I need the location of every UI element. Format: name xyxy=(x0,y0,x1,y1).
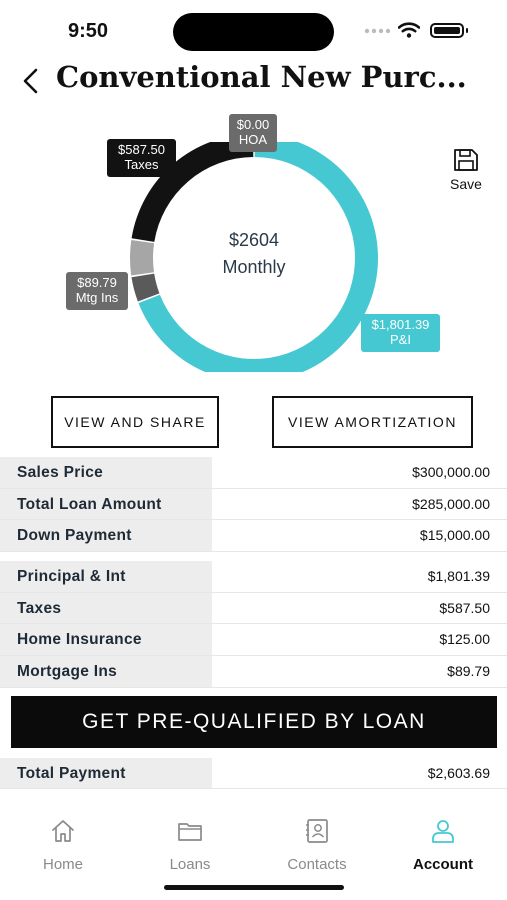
table-row xyxy=(0,656,507,688)
home-icon xyxy=(50,818,76,844)
table-row xyxy=(0,561,507,593)
tab-contacts-label: Contacts xyxy=(287,856,347,873)
battery-icon xyxy=(430,23,464,38)
row-value: $125.00 xyxy=(439,631,490,648)
total-payment-row xyxy=(0,758,507,789)
view-amortization-button[interactable]: VIEW AMORTIZATION xyxy=(272,396,473,448)
pi-callout xyxy=(361,314,440,352)
row-label: Mortgage Ins xyxy=(0,656,212,687)
pi-callout-label: P&I xyxy=(390,332,411,347)
row-label: Sales Price xyxy=(0,457,212,488)
row-label: Taxes xyxy=(0,593,212,624)
status-bar xyxy=(0,0,507,60)
folder-icon xyxy=(177,818,203,844)
battery-cap xyxy=(466,28,468,33)
mtg-ins-callout-value: $89.79 xyxy=(77,275,117,290)
row-label: Total Loan Amount xyxy=(0,489,212,520)
taxes-callout-label: Taxes xyxy=(124,157,159,172)
view-and-share-button[interactable]: VIEW AND SHARE xyxy=(51,396,219,448)
table-row xyxy=(0,457,507,489)
mtg-ins-callout xyxy=(66,272,128,310)
page-title: Conventional New Purc... xyxy=(56,60,467,94)
table-row xyxy=(0,624,507,656)
row-label: Down Payment xyxy=(0,520,212,551)
table-row xyxy=(0,593,507,625)
tab-loans-label: Loans xyxy=(169,856,211,873)
wifi-icon xyxy=(398,22,420,38)
payment-breakdown-table xyxy=(0,561,507,688)
save-button[interactable] xyxy=(444,148,488,194)
tab-account-label: Account xyxy=(413,856,473,873)
row-value: $89.79 xyxy=(447,663,490,680)
dynamic-island xyxy=(173,13,334,51)
row-label: Principal & Int xyxy=(0,561,212,592)
total-payment-label: Total Payment xyxy=(0,758,212,788)
hoa-callout-value: $0.00 xyxy=(236,117,270,132)
mtg-ins-callout-label: Mtg Ins xyxy=(75,290,119,305)
get-pre-qualified-button[interactable]: GET PRE-QUALIFIED BY LOAN xyxy=(11,696,497,748)
save-disk-icon xyxy=(453,148,479,172)
monthly-label: Monthly xyxy=(222,257,286,277)
tab-account[interactable] xyxy=(388,816,498,872)
row-label: Home Insurance xyxy=(0,624,212,655)
tab-loans[interactable] xyxy=(135,816,245,872)
row-value: $300,000.00 xyxy=(412,464,490,480)
row-value: $285,000.00 xyxy=(412,495,490,512)
tab-home[interactable] xyxy=(8,816,118,872)
loan-summary-table xyxy=(0,457,507,552)
total-payment-value: $2,603.69 xyxy=(427,765,490,781)
taxes-callout-value: $587.50 xyxy=(118,142,165,157)
save-label: Save xyxy=(450,176,482,192)
donut-slice-home-insurance xyxy=(130,240,154,276)
back-chevron-icon[interactable] xyxy=(16,64,46,98)
table-row xyxy=(0,520,507,552)
row-value: $15,000.00 xyxy=(419,527,490,544)
table-row xyxy=(0,489,507,521)
contacts-book-icon xyxy=(304,818,330,844)
taxes-callout xyxy=(107,139,176,177)
status-time: 9:50 xyxy=(68,20,109,42)
cellular-signal-icon xyxy=(364,28,390,34)
hoa-callout xyxy=(229,114,277,152)
person-icon xyxy=(430,818,456,844)
hoa-callout-label: HOA xyxy=(238,132,268,147)
tab-home-label: Home xyxy=(42,856,83,873)
home-indicator xyxy=(164,885,344,890)
monthly-amount: $2604 xyxy=(228,230,280,250)
pi-callout-value: $1,801.39 xyxy=(371,317,430,332)
row-value: $1,801.39 xyxy=(427,568,490,584)
tab-contacts[interactable] xyxy=(262,816,372,872)
row-value: $587.50 xyxy=(439,599,490,616)
